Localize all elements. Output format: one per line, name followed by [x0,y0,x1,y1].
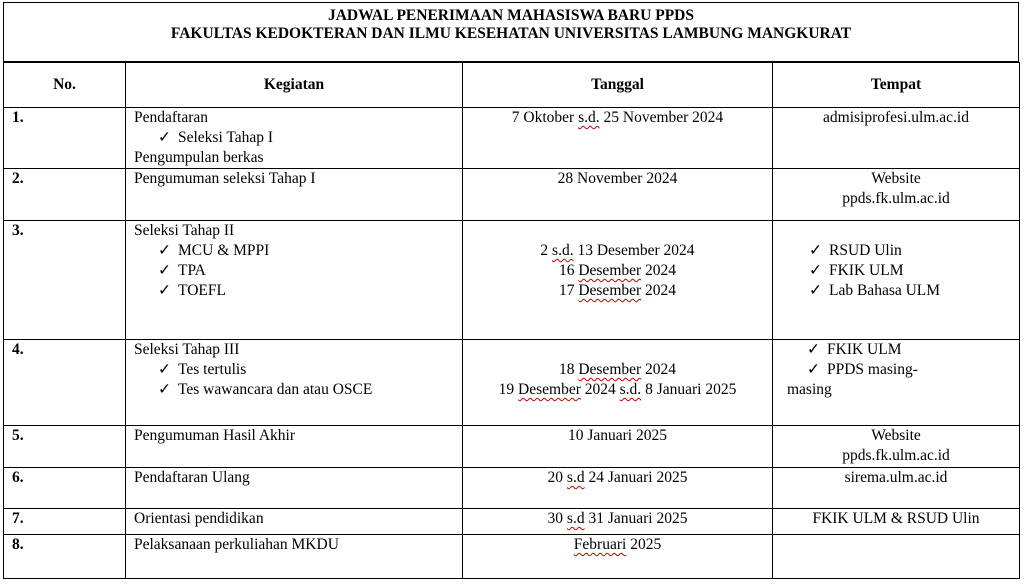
title-line-1: JADWAL PENERIMAAN MAHASISWA BARU PPDS [327,7,694,24]
header-no: No. [4,63,126,108]
row-number: 4. [4,340,126,426]
place-cell: Website ppds.fk.ulm.ac.id [773,169,1020,221]
date-cell: 28 November 2024 [463,169,773,221]
check-icon: ✓ [807,341,820,358]
date-cell: 30 s.d 31 Januari 2025 [463,509,773,535]
activity-cell: Pengumuman Hasil Akhir [126,426,463,468]
place-cell [773,535,1020,579]
check-icon: ✓ [158,282,171,299]
date-cell: 20 s.d 24 Januari 2025 [463,468,773,509]
place-item-cont: masing [787,381,832,398]
row-number: 5. [4,426,126,468]
place-item: ✓ Lab Bahasa ULM [809,282,941,299]
table-row [4,108,1020,169]
date-cell: Februari 2025 [463,535,773,579]
document-page [3,2,1019,579]
check-icon: ✓ [158,361,171,378]
place-item: ✓ RSUD Ulin [809,242,902,259]
activity-subitem: ✓ Tes wawancara dan atau OSCE [158,381,373,398]
activity-cell [126,221,463,340]
date-cell: 7 Oktober s.d. 25 November 2024 [463,108,773,169]
row-number: 1. [4,108,126,169]
check-icon: ✓ [807,361,820,378]
activity-cell: Pelaksanaan perkuliahan MKDU [126,535,463,579]
date-cell: 2 s.d. 13 Desember 2024 16 Desember 2024 17 Desember 2024 [463,221,773,340]
row-number: 8. [4,535,126,579]
activity-cell: Orientasi pendidikan [126,509,463,535]
header-tanggal: Tanggal [463,63,773,108]
title-line-2: FAKULTAS KEDOKTERAN DAN ILMU KESEHATAN UNIVERSITAS LAMBUNG MANGKURAT [170,25,852,42]
row-number: 6. [4,468,126,509]
row-number: 3. [4,221,126,340]
place-cell [773,340,1020,426]
check-icon: ✓ [809,282,822,299]
check-icon: ✓ [158,262,171,279]
table-header-row [4,63,1020,108]
header-kegiatan: Kegiatan [126,63,463,108]
table-row [4,169,1020,221]
activity-subitem: ✓ Tes tertulis [158,361,247,378]
activity-extra: Pengumpulan berkas [134,149,264,166]
check-icon: ✓ [158,242,171,259]
header-tempat: Tempat [773,63,1020,108]
table-row [4,426,1020,468]
date-cell: 10 Januari 2025 [463,426,773,468]
table-row [4,221,1020,340]
activity-cell [126,108,463,169]
place-item: ✓ FKIK ULM [809,262,904,279]
activity-subitem: ✓ MCU & MPPI [158,242,270,259]
row-number: 7. [4,509,126,535]
activity-cell: Pengumuman seleksi Tahap I [126,169,463,221]
activity-cell: Pendaftaran Ulang [126,468,463,509]
place-cell: FKIK ULM & RSUD Ulin [773,509,1020,535]
activity-subitem: ✓ Seleksi Tahap I [158,129,274,146]
title-block [3,2,1019,62]
table-row [4,509,1020,535]
schedule-table [3,62,1020,579]
table-row [4,340,1020,426]
activity-subitem: ✓ TOEFL [158,282,226,299]
activity-title: Seleksi Tahap III [134,341,240,358]
activity-title: Seleksi Tahap II [134,222,235,239]
row-number: 2. [4,169,126,221]
place-cell: admisiprofesi.ulm.ac.id [773,108,1020,169]
check-icon: ✓ [809,262,822,279]
table-row [4,535,1020,579]
place-cell: Website ppds.fk.ulm.ac.id [773,426,1020,468]
place-cell: sirema.ulm.ac.id [773,468,1020,509]
check-icon: ✓ [809,242,822,259]
activity-title: Pendaftaran [134,109,209,126]
place-cell [773,221,1020,340]
table-row [4,468,1020,509]
activity-subitem: ✓ TPA [158,262,206,279]
check-icon: ✓ [158,381,171,398]
place-item: ✓ PPDS masing- [807,361,918,378]
check-icon: ✓ [158,129,171,146]
place-item: ✓ FKIK ULM [807,341,902,358]
activity-cell [126,340,463,426]
date-cell: 18 Desember 2024 19 Desember 2024 s.d. 8 Januari 2025 [463,340,773,426]
